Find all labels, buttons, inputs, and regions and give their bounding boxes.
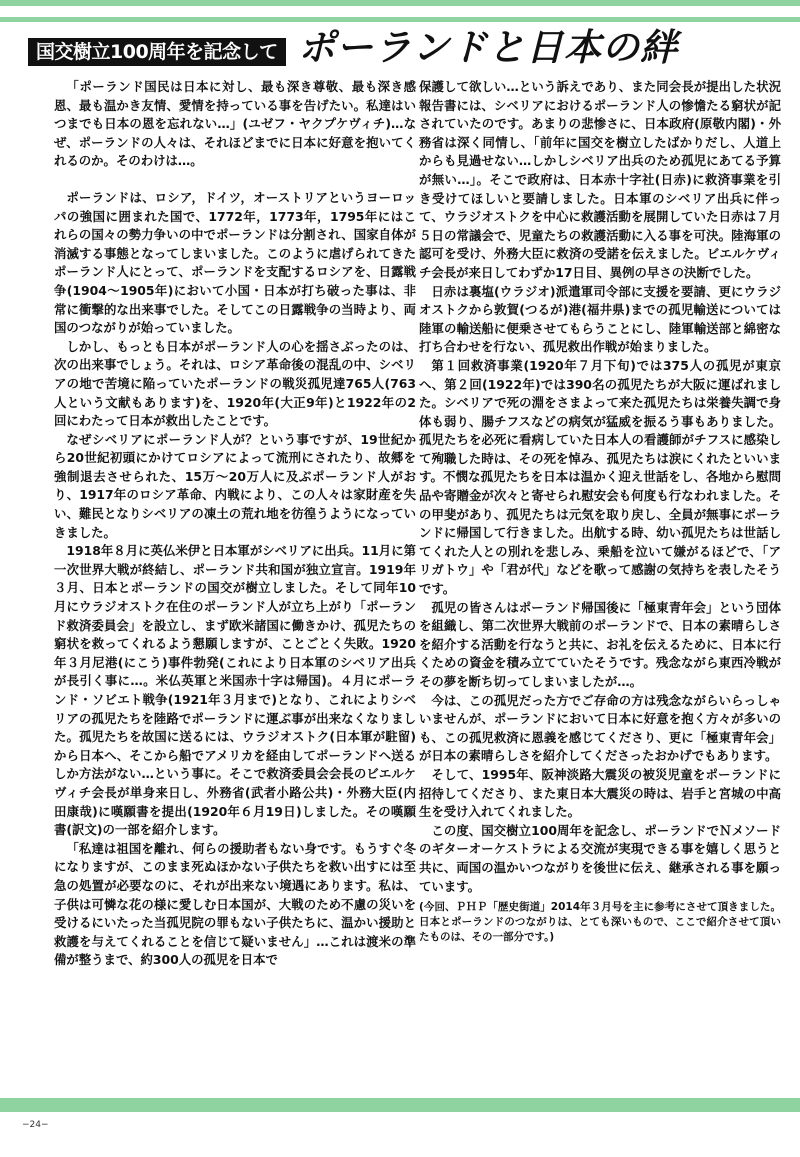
paragraph: 1918年８月に英仏米伊と日本軍がシベリアに出兵。11月に第一次世界大戦が終結し、ポーランド共和国が独立宣言。1919年３月、日本とポーランドの国交が樹立しました。そして同年10月にウラジオストク在住のポーランド人が立ち上がり「ポーランド救済委員会」を設立し、まず欧米諸国に働きかけ、孤児たちの窮状を救ってくれるよう懇願しますが、ことごとく失敗。1920年３月尼港(にこう)事件勃発(これにより日本軍のシベリア出兵が長引く事に…。米仏英軍と米国赤十字は帰国)。４月にポーランド・ソビエト戦争(1921年３月まで)となり、これによりシベリアの孤児たちを陸路でポーランドに運ぶ事が出来なくなりました。孤児たちを故国に送るには、ウラジオストク(日本軍が駐留)から日本へ、そこから船でアメリカを経由してポーランドへ送るしか方法がない…という事に。そこで救済委員会会長のビエルケヴィチ会長が単身来日し、外務省(武者小路公共)・外務大臣(内田康哉)に嘆願書を提出(1920年６月19日)しました。その嘆願書(訳文)の一部を紹介します。 xyxy=(54,543,416,838)
paragraph: 「ポーランド国民は日本に対し、最も深き尊敬、最も深き感恩、最も温かき友情、愛情を持っている事を告げたい。私達はいつまでも日本の恩を忘れない…」(ユゼフ・ヤクプケヴィチ)…なぜ、ポーランドの人々は、それほどまでに日本に好意を抱いてくれるのか。そのわけは…。 xyxy=(54,79,416,169)
page-number: −24− xyxy=(22,1120,49,1130)
top-green-stripe xyxy=(0,0,800,6)
paragraph: そして、1995年、阪神淡路大震災の被災児童をポーランドに招待してくださり、また東日本大震災の時は、岩手と宮城の中高生を受け入れてくれました。 xyxy=(419,766,781,820)
paragraph: 孤児の皆さんはポーランド帰国後に「極東青年会」という団体を組織し、第二次世界大戦前のポーランドで、日本の素晴らしさを紹介する活動を行なうと共に、お礼を伝えるために、日本に行くための資金を積み立てていたそうです。残念ながら東西冷戦がその夢を断ち切ってしまいましたが…。 xyxy=(419,599,781,689)
top-green-stripe-2 xyxy=(0,17,800,22)
paragraph: 保護して欲しい…という訴えであり、また同会長が提出した状況報告書には、シベリアにおけるポーランド人の惨憺たる窮状が記されていたのです。あまりの悲惨さに、日本政府(原敬内閣)・外務省は深く同情し、「前年に国交を樹立したばかりだし、人道上からも見過せない…しかしシベリア出兵のため孤児にあてる予算が無い…」。そこで政府は、日本赤十字社(日赤)に救済事業を引き受けてほしいと要請しました。日本軍のシベリア出兵に伴って、ウラジオストクを中心に救護活動を展開していた日赤は７月５日の常議会で、児童たちの救護活動に入る事を可決。陸海軍の認可を受け、外務大臣に救済の受諾を伝えました。ビエルケヴィチ会長が来日してわずか17日目、異例の早さの決断でした。 xyxy=(419,79,781,280)
paragraph: 今は、この孤児だった方でご存命の方は残念ながらいらっしゃいませんが、ポーランドにおいて日本に好意を抱く方々が多いのも、この孤児救済に恩義を感じてくださり、更に「極東青年会」が日本の素晴らしさを紹介してくださったおかげでもあります。 xyxy=(419,692,781,764)
bottom-decor-band xyxy=(0,1098,800,1112)
paragraph: なぜシベリアにポーランド人が？という事ですが、19世紀から20世紀初頭にかけてロシアによって流刑にされたり、故郷を強制退去させられた、15万〜20万人に及ぶポーランド人がおり、1917年のロシア革命、内戦により、この人々は家財産を失い、難民となりシベリアの凍土の荒れ地を彷徨うようになっていきました。 xyxy=(54,431,416,540)
paragraph: 日赤は裏塩(ウラジオ)派遣軍司令部に支援を要請、更にウラジオストクから敦賀(つるが)港(福井県)までの孤児輸送については陸軍の輸送船に便乗させてもらうことにし、陸軍輸送部と綿密な打ち合わせを行ない、孤児救出作戦が始まりました。 xyxy=(419,283,781,355)
paragraph: しかし、もっとも日本がポーランド人の心を揺さぶったのは、次の出来事でしょう。それは、ロシア革命後の混乱の中、シベリアの地で苦境に陥っていたポーランドの戦災孤児達765人(763人という文献もあります)を、1920年(大正9年)と1922年の2回にわたって日本が救出したことです。 xyxy=(54,338,416,429)
footnote: (今回、ＰＨＰ「歴史街道」2014年３月号を主に参考にさせて頂きました。日本とポーランドのつながりは、とても深いもので、ここで紹介させて頂いたものは、その一部分です。) xyxy=(419,901,781,944)
paragraph: 「私達は祖国を離れ、何らの援助者もない身です。もうすぐ冬になりますが、このまま死ぬほかない子供たちを救い出すには至急の処置が必要なのに、それが出来ない境遇にあります。私は、子供は可憐な花の様に愛しむ日本国が、大戦のため不慮の災いを受けるにいたった当孤児院の罪もない子供たちに、温かい援助と救護を与えてくれることを信じて疑いません」…これは渡米の準備が整うまで、約300人の孤児を日本で xyxy=(54,840,416,968)
article-title: ポーランドと日本の絆 xyxy=(298,26,678,69)
top-decor-band xyxy=(0,0,800,12)
paragraph: この度、国交樹立100周年を記念し、ポーランドでＮメソードのギターオーケストラによる交流が実現できる事を嬉しく思うと共に、両国の温かいつながりを後世に伝え、継承される事を願っています。 xyxy=(419,822,781,894)
right-column xyxy=(419,78,781,945)
article-subtitle: 国交樹立100周年を記念して xyxy=(28,38,286,66)
article-header xyxy=(28,26,776,72)
paragraph: 第１回救済事業(1920年７月下旬)では375人の孤児が東京へ、第２回(1922年)では390名の孤児たちが大阪に運ばれました。シベリアで死の淵をさまよって来た孤児たちは栄養失調で身体も弱り、腸チフスなどの病気が猛威を振るう事もありました。孤児たちを必死に看病していた日本人の看護師がチフスに感染して殉職した時は、その死を悼み、孤児たちは涙にくれたといいます。不憫な孤児たちを日本は温かく迎え世話をし、各地から慰問品や寄贈金が次々と寄せられ慰安会も何度も行なわれました。その甲斐があり、孤児たちは元気を取り戻し、全員が無事にポーランドに帰国して行きました。出航する時、幼い孤児たちは世話してくれた人との別れを悲しみ、乗船を泣いて嫌がるほどで、「アリガトウ」や「君が代」などを歌って感謝の気持ちを表したそうです。 xyxy=(419,357,781,597)
left-column xyxy=(54,78,416,970)
paragraph: ポーランドは、ロシア，ドイツ，オーストリアというヨーロッパの強国に囲まれた国で、1772年，1773年，1795年にはこれらの国々の勢力争いの中でポーランドは分割され、国家自体が消滅する事態となってしまいました。このように虐げられてきたポーランド人にとって、ポーランドを支配するロシアを、日露戦争(1904〜1905年)において小国・日本が打ち破った事は、非常に衝撃的な出来事でした。そしてこの日露戦争の当時より、両国のつながりが始っていました。 xyxy=(54,189,416,336)
